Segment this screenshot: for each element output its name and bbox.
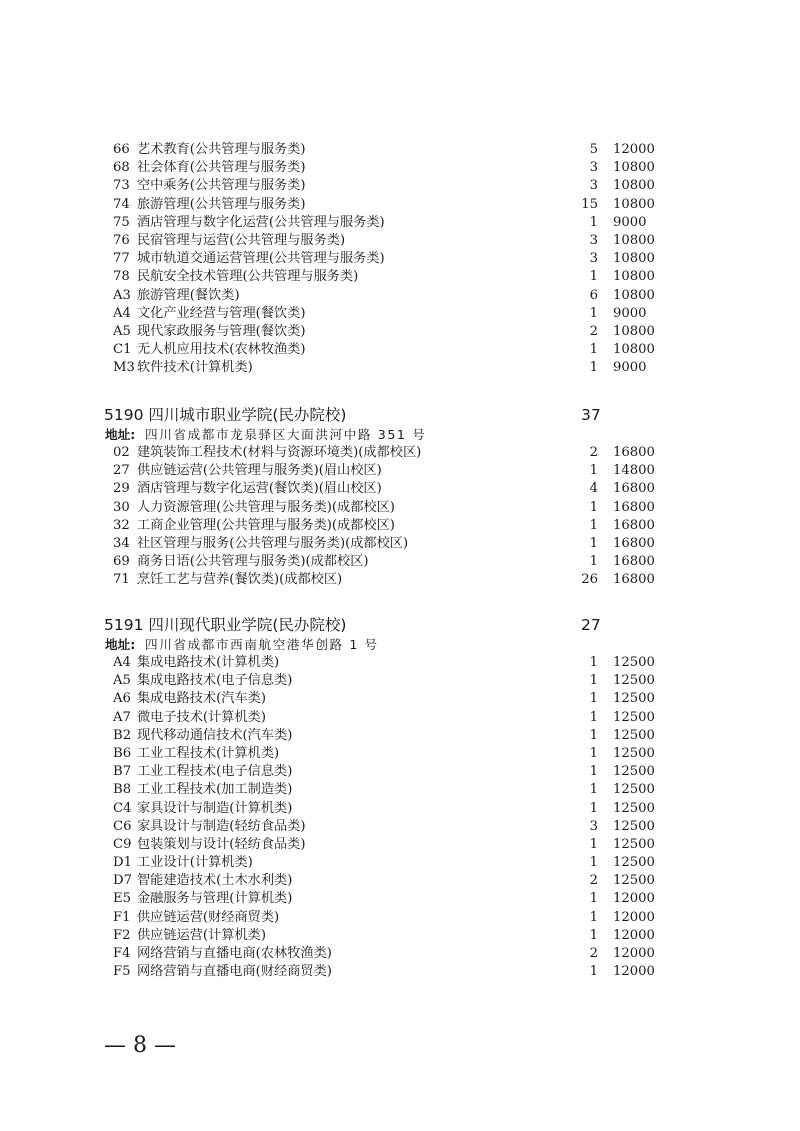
program-name: 建筑装饰工程技术(材料与资源环境类)(成都校区) (137, 445, 422, 460)
tuition-fee: 16800 (613, 499, 655, 515)
school-total-count: 27 (581, 616, 601, 634)
program-code: 69 (113, 554, 130, 570)
program-name: 现代移动通信技术(汽车类) (137, 727, 293, 743)
program-row (0, 672, 800, 690)
program-code: E5 (113, 891, 132, 907)
program-row (0, 800, 800, 818)
program-row (0, 909, 800, 927)
program-name: 供应链运营(公共管理与服务类)(眉山校区) (137, 463, 382, 479)
school-address (0, 636, 800, 654)
enrollment-count: 1 (589, 745, 598, 761)
enrollment-count: 2 (589, 445, 598, 460)
program-row (0, 854, 800, 872)
program-name: 艺术教育(公共管理与服务类) (137, 142, 306, 157)
enrollment-count: 6 (589, 287, 598, 303)
tuition-fee: 12500 (613, 709, 655, 725)
program-row (0, 323, 800, 341)
tuition-fee: 12000 (613, 964, 655, 980)
enrollment-count: 3 (589, 178, 598, 194)
program-code: A4 (113, 655, 131, 670)
program-row (0, 690, 800, 708)
tuition-fee: 12000 (613, 927, 655, 943)
tuition-fee: 14800 (613, 463, 655, 479)
tuition-fee: 10800 (613, 251, 655, 267)
tuition-fee: 12500 (613, 873, 655, 889)
program-name: 民航安全技术管理(公共管理与服务类) (137, 269, 359, 285)
program-row (0, 571, 800, 589)
program-name: 酒店管理与数字化运营(公共管理与服务类) (137, 214, 385, 230)
program-row (0, 535, 800, 553)
enrollment-count: 5 (589, 142, 598, 157)
program-name: 集成电路技术(汽车类) (137, 691, 266, 707)
tuition-fee: 12500 (613, 727, 655, 743)
continued-program-list (0, 141, 800, 377)
enrollment-count: 26 (581, 572, 598, 588)
program-code: 76 (113, 232, 130, 248)
program-list (0, 654, 800, 981)
tuition-fee: 9000 (613, 305, 647, 321)
program-name: 无人机应用技术(农林牧渔类) (137, 342, 306, 358)
program-row (0, 177, 800, 195)
program-row (0, 836, 800, 854)
program-code: F1 (113, 909, 131, 925)
program-name: 城市轨道交通运营管理(公共管理与服务类) (137, 251, 385, 267)
enrollment-count: 1 (589, 691, 598, 707)
program-row (0, 444, 800, 462)
enrollment-count: 3 (589, 251, 598, 267)
school-section-5191 (0, 614, 800, 981)
program-row (0, 268, 800, 286)
tuition-fee: 10800 (613, 232, 655, 248)
enrollment-count: 1 (589, 214, 598, 230)
enrollment-count: 1 (589, 927, 598, 943)
enrollment-count: 3 (589, 160, 598, 176)
program-name: 现代家政服务与管理(餐饮类) (137, 323, 306, 339)
program-name: 社区管理与服务(公共管理与服务类)(成都校区) (137, 535, 409, 551)
program-row (0, 287, 800, 305)
program-code: A7 (113, 709, 131, 725)
program-code: D7 (113, 873, 132, 889)
program-name: 人力资源管理(公共管理与服务类)(成都校区) (137, 499, 395, 515)
program-row (0, 963, 800, 981)
program-row (0, 818, 800, 836)
program-name: 商务日语(公共管理与服务类)(成都校区) (137, 554, 369, 570)
enrollment-count: 3 (589, 818, 598, 834)
page-number: — 8 — (104, 1033, 176, 1058)
program-code: C6 (113, 818, 132, 834)
tuition-fee: 12500 (613, 836, 655, 852)
tuition-fee: 12000 (613, 909, 655, 925)
program-row (0, 745, 800, 763)
program-row (0, 781, 800, 799)
school-address (0, 426, 800, 444)
program-name: 集成电路技术(电子信息类) (137, 673, 293, 689)
enrollment-count: 1 (589, 342, 598, 358)
program-name: 旅游管理(餐饮类) (137, 287, 240, 303)
enrollment-count: 1 (589, 655, 598, 670)
program-code: M3 (113, 360, 135, 376)
program-code: F2 (113, 927, 131, 943)
tuition-fee: 9000 (613, 360, 647, 376)
enrollment-count: 4 (589, 481, 598, 497)
program-code: C4 (113, 800, 132, 816)
program-row (0, 359, 800, 377)
tuition-fee: 10800 (613, 196, 655, 212)
school-title: 5191 四川现代职业学院(民办院校) (104, 616, 347, 634)
program-row (0, 214, 800, 232)
program-code: 71 (113, 572, 130, 588)
tuition-fee: 12500 (613, 855, 655, 871)
program-row (0, 709, 800, 727)
program-code: D1 (113, 855, 132, 871)
tuition-fee: 12500 (613, 745, 655, 761)
program-row (0, 727, 800, 745)
program-code: C9 (113, 836, 132, 852)
program-code: 02 (113, 445, 130, 460)
tuition-fee: 9000 (613, 214, 647, 230)
program-name: 供应链运营(财经商贸类) (137, 909, 280, 925)
tuition-fee: 12500 (613, 782, 655, 798)
program-code: A6 (113, 691, 131, 707)
program-code: 29 (113, 481, 130, 497)
enrollment-count: 1 (589, 855, 598, 871)
program-name: 家具设计与制造(轻纺食品类) (137, 818, 306, 834)
program-name: 集成电路技术(计算机类) (137, 655, 280, 670)
address-label: 地址: (105, 637, 136, 652)
tuition-fee: 12500 (613, 818, 655, 834)
program-row (0, 232, 800, 250)
tuition-fee: 12000 (613, 142, 655, 157)
program-name: 智能建造技术(土木水利类) (137, 873, 293, 889)
enrollment-count: 1 (589, 535, 598, 551)
program-name: 包装策划与设计(轻纺食品类) (137, 836, 306, 852)
program-name: 微电子技术(计算机类) (137, 709, 266, 725)
program-row (0, 654, 800, 672)
tuition-fee: 10800 (613, 342, 655, 358)
program-row (0, 763, 800, 781)
program-name: 网络营销与直播电商(财经商贸类) (137, 964, 332, 980)
program-name: 社会体育(公共管理与服务类) (137, 160, 306, 176)
enrollment-count: 1 (589, 709, 598, 725)
tuition-fee: 12500 (613, 800, 655, 816)
enrollment-count: 3 (589, 232, 598, 248)
program-row (0, 945, 800, 963)
program-list (0, 444, 800, 590)
program-name: 家具设计与制造(计算机类) (137, 800, 293, 816)
program-name: 工业工程技术(电子信息类) (137, 764, 293, 780)
tuition-fee: 10800 (613, 269, 655, 285)
tuition-fee: 12000 (613, 946, 655, 961)
program-code: 66 (113, 142, 130, 157)
program-name: 旅游管理(公共管理与服务类) (137, 196, 306, 212)
enrollment-count: 2 (589, 873, 598, 889)
tuition-fee: 10800 (613, 178, 655, 194)
enrollment-count: 1 (589, 891, 598, 907)
program-code: 30 (113, 499, 130, 515)
program-name: 文化产业经营与管理(餐饮类) (137, 305, 306, 321)
program-code: B8 (113, 782, 132, 798)
enrollment-count: 1 (589, 360, 598, 376)
school-total-count: 37 (581, 406, 601, 424)
program-row (0, 927, 800, 945)
program-name: 烹饪工艺与营养(餐饮类)(成都校区) (137, 572, 343, 588)
tuition-fee: 12000 (613, 891, 655, 907)
tuition-fee: 16800 (613, 445, 655, 460)
program-code: 27 (113, 463, 130, 479)
program-row (0, 462, 800, 480)
tuition-fee: 16800 (613, 535, 655, 551)
enrollment-count: 1 (589, 463, 598, 479)
program-name: 软件技术(计算机类) (137, 360, 253, 376)
tuition-fee: 16800 (613, 572, 655, 588)
program-code: F4 (113, 946, 131, 961)
enrollment-count: 15 (581, 196, 598, 212)
program-row (0, 250, 800, 268)
program-code: 74 (113, 196, 130, 212)
tuition-fee: 12500 (613, 655, 655, 670)
tuition-fee: 12500 (613, 764, 655, 780)
program-name: 网络营销与直播电商(农林牧渔类) (137, 946, 332, 961)
school-section-5190 (0, 404, 800, 590)
program-row (0, 872, 800, 890)
program-row (0, 196, 800, 214)
program-row (0, 890, 800, 908)
tuition-fee: 16800 (613, 517, 655, 533)
program-row (0, 305, 800, 323)
enrollment-count: 1 (589, 305, 598, 321)
program-code: A5 (113, 673, 131, 689)
program-name: 金融服务与管理(计算机类) (137, 891, 293, 907)
program-row (0, 499, 800, 517)
tuition-fee: 12500 (613, 673, 655, 689)
program-code: 77 (113, 251, 130, 267)
program-name: 供应链运营(计算机类) (137, 927, 266, 943)
enrollment-count: 1 (589, 269, 598, 285)
program-name: 民宿管理与运营(公共管理与服务类) (137, 232, 346, 248)
enrollment-count: 2 (589, 946, 598, 961)
program-code: A4 (113, 305, 131, 321)
enrollment-count: 1 (589, 727, 598, 743)
program-code: C1 (113, 342, 132, 358)
address-label: 地址: (105, 427, 136, 442)
tuition-fee: 16800 (613, 481, 655, 497)
enrollment-count: 1 (589, 517, 598, 533)
school-title: 5190 四川城市职业学院(民办院校) (104, 406, 347, 424)
enrollment-count: 2 (589, 323, 598, 339)
address-text: 四川省成都市龙泉驿区大面洪河中路 351 号 (145, 427, 427, 442)
program-code: B6 (113, 745, 132, 761)
program-name: 工业设计(计算机类) (137, 855, 253, 871)
program-name: 工业工程技术(加工制造类) (137, 782, 293, 798)
address-text: 四川省成都市西南航空港华创路 1 号 (145, 637, 379, 652)
program-code: A5 (113, 323, 131, 339)
program-row (0, 159, 800, 177)
program-row (0, 141, 800, 159)
tuition-fee: 16800 (613, 554, 655, 570)
enrollment-count: 1 (589, 764, 598, 780)
program-name: 工商企业管理(公共管理与服务类)(成都校区) (137, 517, 395, 533)
tuition-fee: 10800 (613, 323, 655, 339)
tuition-fee: 10800 (613, 160, 655, 176)
program-code: F5 (113, 964, 131, 980)
tuition-fee: 12500 (613, 691, 655, 707)
program-row (0, 553, 800, 571)
program-row (0, 517, 800, 535)
enrollment-count: 1 (589, 554, 598, 570)
program-code: 32 (113, 517, 130, 533)
program-row (0, 480, 800, 498)
program-name: 空中乘务(公共管理与服务类) (137, 178, 306, 194)
program-name: 酒店管理与数字化运营(餐饮类)(眉山校区) (137, 481, 382, 497)
school-heading (0, 614, 800, 636)
school-heading (0, 404, 800, 426)
enrollment-count: 1 (589, 909, 598, 925)
program-code: 78 (113, 269, 130, 285)
program-code: 34 (113, 535, 130, 551)
program-code: A3 (113, 287, 131, 303)
enrollment-count: 1 (589, 836, 598, 852)
program-code: B2 (113, 727, 132, 743)
program-name: 工业工程技术(计算机类) (137, 745, 280, 761)
program-code: 75 (113, 214, 130, 230)
program-row (0, 341, 800, 359)
program-code: 68 (113, 160, 130, 176)
enrollment-count: 1 (589, 673, 598, 689)
enrollment-count: 1 (589, 964, 598, 980)
program-code: 73 (113, 178, 130, 194)
enrollment-count: 1 (589, 800, 598, 816)
program-code: B7 (113, 764, 132, 780)
enrollment-count: 1 (589, 499, 598, 515)
enrollment-count: 1 (589, 782, 598, 798)
tuition-fee: 10800 (613, 287, 655, 303)
